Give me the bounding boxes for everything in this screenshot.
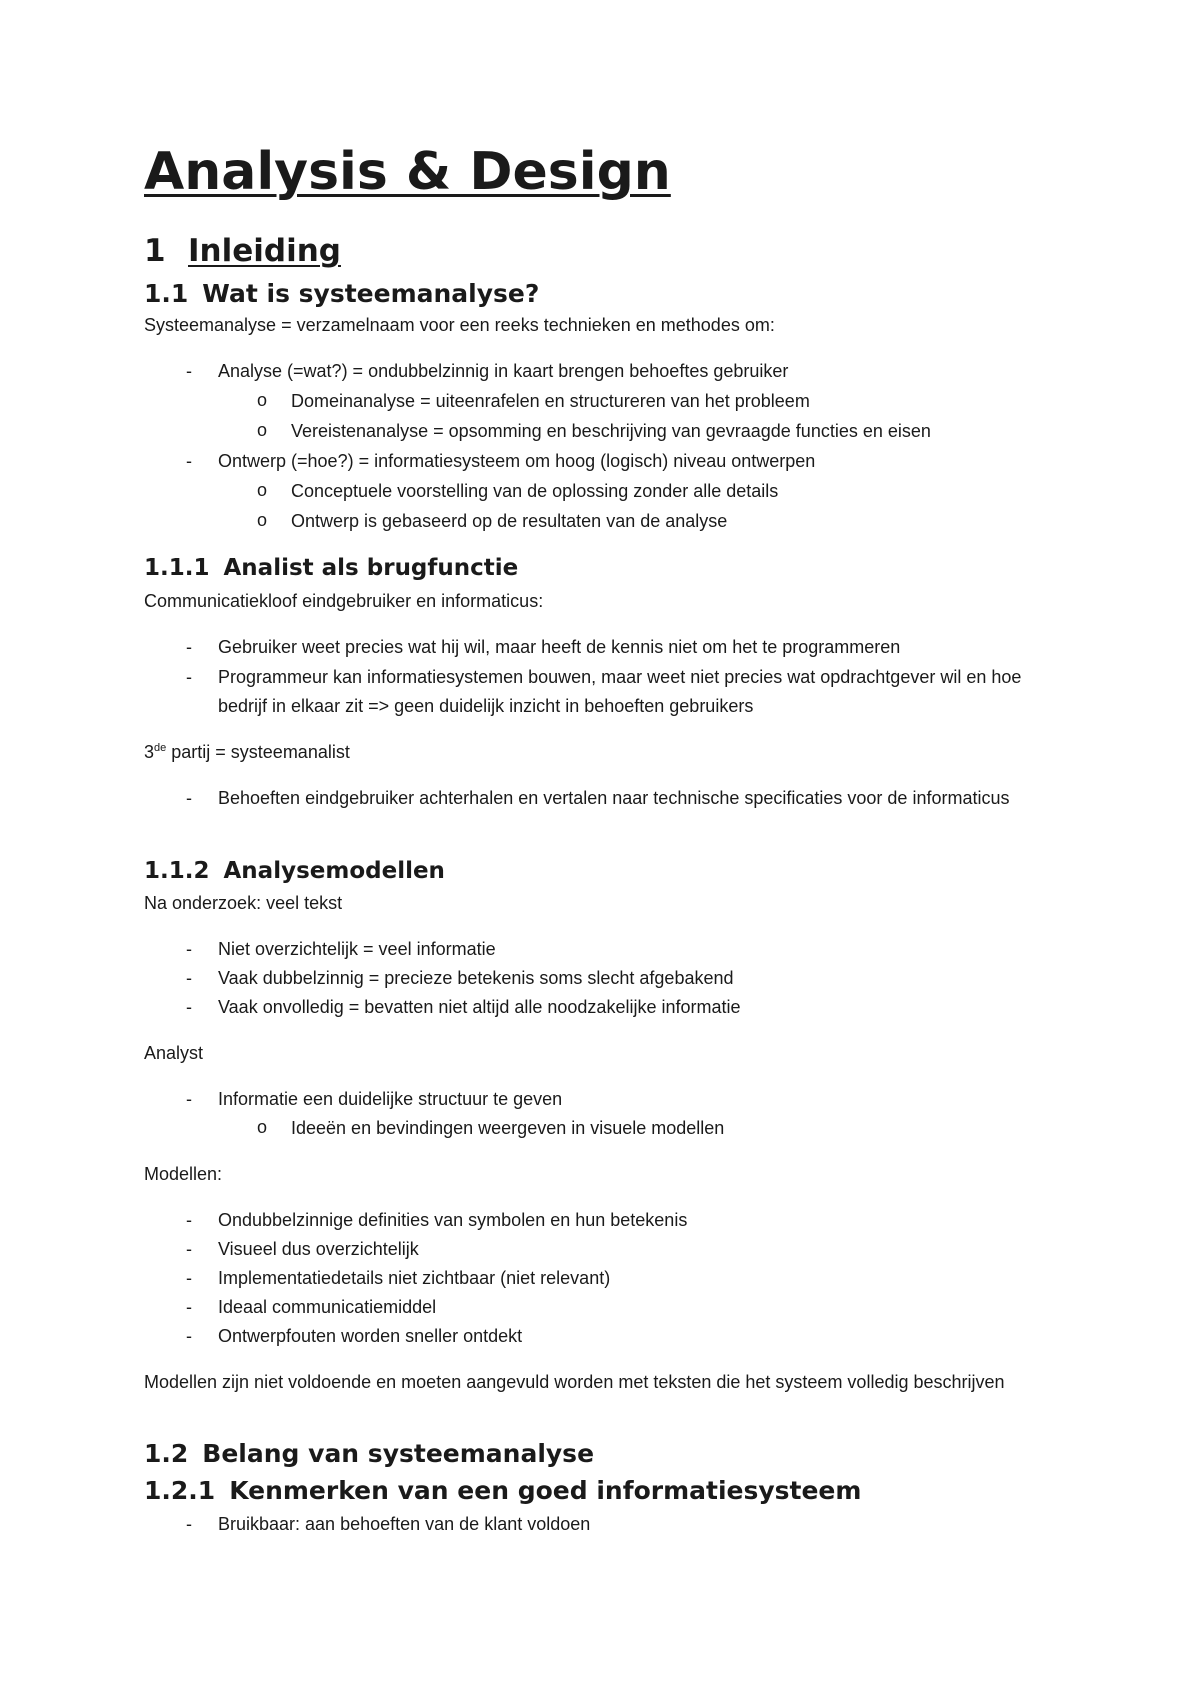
circle-marker: o (256, 420, 267, 440)
dash-marker: - (186, 1210, 192, 1230)
list-item-text: Ontwerp (=hoe?) = informatiesysteem om hoog (logisch) niveau ontwerpen (218, 451, 816, 471)
list-item (186, 663, 1048, 721)
ordinal-number: 3 (144, 742, 155, 762)
heading-number: 1 (144, 233, 166, 269)
ordinal-suffix: de (154, 742, 167, 754)
circle-marker: o (256, 390, 267, 410)
paragraph: Na onderzoek: veel tekst (144, 893, 343, 913)
dash-marker: - (186, 997, 192, 1017)
list-item-text: Implementatiedetails niet zichtbaar (niet relevant) (218, 1268, 611, 1288)
dash-marker: - (186, 1297, 192, 1317)
list-item-text: Ideaal communicatiemiddel (218, 1297, 437, 1317)
list-item-text: Gebruiker weet precies wat hij wil, maar heeft de kennis niet om het te programmeren (218, 637, 901, 657)
list-item-text: Ontwerpfouten worden sneller ontdekt (218, 1326, 523, 1346)
list-item (186, 1510, 591, 1539)
list-item-text: Visueel dus overzichtelijk (218, 1239, 419, 1259)
list-item (186, 993, 741, 1022)
heading-1-1-2 (144, 857, 445, 885)
sub-list-item (256, 417, 931, 446)
heading-number: 1.1.1 (144, 555, 210, 581)
list-item-text: Vaak dubbelzinnig = precieze betekenis soms slecht afgebakend (218, 968, 734, 988)
list-item-text: Behoeften eindgebruiker achterhalen en vertalen naar technische specificaties voor de informaticus (218, 788, 1010, 808)
dash-marker: - (186, 1326, 192, 1346)
heading-text: Analist als brugfunctie (223, 555, 519, 581)
heading-number: 1.1.2 (144, 858, 210, 884)
heading-1 (144, 233, 341, 269)
list-item-text: Bruikbaar: aan behoeften van de klant voldoen (218, 1514, 591, 1534)
paragraph: Systeemanalyse = verzamelnaam voor een reeks technieken en methodes om: (144, 315, 775, 335)
sub-list-item (256, 1114, 725, 1143)
paragraph: Modellen zijn niet voldoende en moeten aangevuld worden met teksten die het systeem volledig beschrijven (144, 1372, 1005, 1392)
document-title: Analysis & Design (144, 142, 671, 202)
list-item-text: Conceptuele voorstelling van de oplossing zonder alle details (291, 481, 779, 501)
paragraph: Communicatiekloof eindgebruiker en informaticus: (144, 591, 544, 611)
dash-marker: - (186, 451, 192, 471)
dash-marker: - (186, 1514, 192, 1534)
list-item (186, 1206, 688, 1235)
paragraph: Analyst (144, 1043, 204, 1063)
list-item-text: Vaak onvolledig = bevatten niet altijd alle noodzakelijke informatie (218, 997, 741, 1017)
list-item-text: Ideeën en bevindingen weergeven in visuele modellen (291, 1118, 725, 1138)
dash-marker: - (186, 1268, 192, 1288)
paragraph-text: partij = systeemanalist (166, 742, 350, 762)
heading-1-1 (144, 279, 539, 309)
list-item (186, 447, 816, 476)
heading-1-2-1 (144, 1476, 861, 1506)
list-item (186, 1235, 419, 1264)
heading-number: 1.2 (144, 1439, 189, 1468)
heading-text: Wat is systeemanalyse? (202, 279, 540, 308)
paragraph: Modellen: (144, 1164, 223, 1184)
circle-marker: o (256, 1117, 267, 1137)
list-item (186, 784, 1048, 813)
heading-text: Inleiding (188, 233, 341, 269)
list-item-text: Informatie een duidelijke structuur te geven (218, 1089, 563, 1109)
list-item (186, 633, 901, 662)
list-item (186, 1085, 563, 1114)
sub-list-item (256, 387, 810, 416)
sub-list-item (256, 477, 779, 506)
list-item (186, 357, 789, 386)
heading-text: Analysemodellen (223, 858, 445, 884)
dash-marker: - (186, 1089, 192, 1109)
dash-marker: - (186, 667, 192, 687)
list-item (186, 935, 496, 964)
list-item-text: Ontwerp is gebaseerd op de resultaten van de analyse (291, 511, 728, 531)
heading-text: Kenmerken van een goed informatiesysteem (229, 1476, 862, 1505)
list-item-text: Programmeur kan informatiesystemen bouwen, maar weet niet precies wat opdrachtgever wil en hoe bedrijf in elkaar zit => geen duidelijk inzicht in behoeften gebruikers (218, 667, 1022, 716)
sub-list-item (256, 507, 728, 536)
dash-marker: - (186, 637, 192, 657)
list-item (186, 1293, 437, 1322)
dash-marker: - (186, 968, 192, 988)
list-item-text: Vereistenanalyse = opsomming en beschrijving van gevraagde functies en eisen (291, 421, 931, 441)
list-item (186, 1264, 611, 1293)
list-item-text: Niet overzichtelijk = veel informatie (218, 939, 496, 959)
dash-marker: - (186, 939, 192, 959)
heading-1-2 (144, 1439, 594, 1469)
heading-text: Belang van systeemanalyse (202, 1439, 595, 1468)
list-item (186, 1322, 523, 1351)
circle-marker: o (256, 510, 267, 530)
paragraph (144, 738, 350, 767)
list-item-text: Domeinanalyse = uiteenrafelen en structureren van het probleem (291, 391, 810, 411)
list-item (186, 964, 734, 993)
heading-number: 1.1 (144, 279, 189, 308)
dash-marker: - (186, 1239, 192, 1259)
list-item-text: Analyse (=wat?) = ondubbelzinnig in kaart brengen behoeftes gebruiker (218, 361, 789, 381)
dash-marker: - (186, 788, 192, 808)
heading-1-1-1 (144, 554, 518, 582)
circle-marker: o (256, 480, 267, 500)
dash-marker: - (186, 361, 192, 381)
list-item-text: Ondubbelzinnige definities van symbolen en hun betekenis (218, 1210, 688, 1230)
heading-number: 1.2.1 (144, 1476, 216, 1505)
